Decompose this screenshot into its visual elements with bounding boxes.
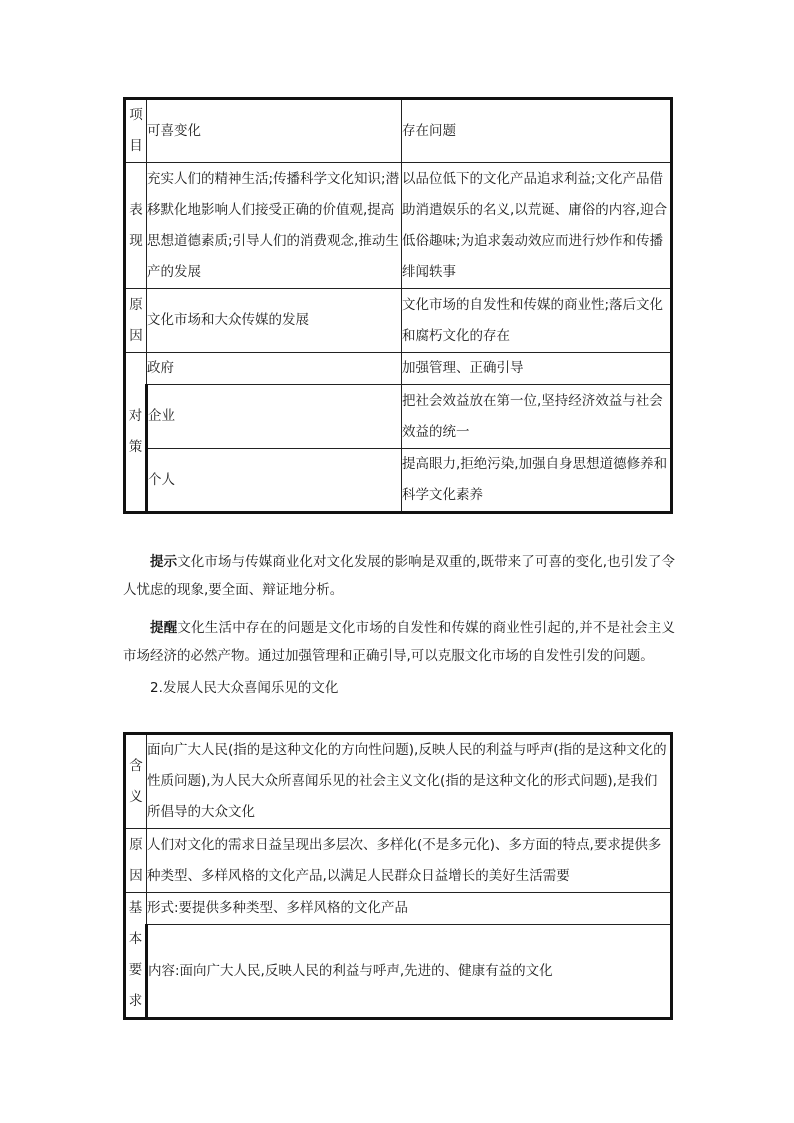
measure-what-individual: 提高眼力,拒绝污染,加强自身思想道德修养和科学文化素养 (402, 449, 672, 513)
header-item-label: 项目 (129, 107, 143, 154)
row-head-reason: 原因 (125, 829, 147, 893)
row-head-measures: 对策 (125, 353, 147, 513)
meaning-text: 面向广大人民(指的是这种文化的方向性问题),反映人民的利益与呼声(指的是这种文化的性质问题),为人民大众所喜闻乐见的社会主义文化(指的是这种文化的形式问题),是我们所倡导的大众文化 (147, 734, 672, 829)
table-row (125, 385, 672, 449)
hint-text: 文化市场与传媒商业化对文化发展的影响是双重的,既带来了可喜的变化,也引发了令人忧虑的现象,要全面、辩证地分析。 (123, 554, 676, 598)
row-head-performance: 表现 (125, 163, 147, 289)
row-head-basic-requirements: 基本要求 (125, 893, 147, 1019)
table-row (125, 353, 672, 385)
row-head-cause: 原因 (125, 289, 147, 353)
table-row (125, 925, 672, 1019)
measure-who-government: 政府 (147, 353, 402, 385)
basic-content-text: 内容:面向广大人民,反映人民的利益与呼声,先进的、健康有益的文化 (147, 925, 672, 1019)
reason-text: 人们对文化的需求日益呈现出多层次、多样化(不是多元化)、多方面的特点,要求提供多种类型、多样风格的文化产品,以满足人民群众日益增长的美好生活需要 (147, 829, 672, 893)
problem-performance: 以品位低下的文化产品追求利益;文化产品借助消遣娱乐的名义,以荒诞、庸俗的内容,迎合低俗趣味;为追求轰动效应而进行炒作和传播绯闻轶事 (402, 163, 672, 289)
row-head-meaning: 含义 (125, 734, 147, 829)
hint-label: 提示 (150, 554, 178, 570)
remind-paragraph (123, 614, 675, 670)
table-header-row (125, 99, 672, 163)
culture-change-table (123, 97, 673, 514)
basic-form-text: 形式:要提供多种类型、多样风格的文化产品 (147, 893, 672, 925)
good-change-cause: 文化市场和大众传媒的发展 (147, 289, 402, 353)
measure-who-enterprise: 企业 (147, 385, 402, 449)
table-row (125, 893, 672, 925)
header-problem-cell: 存在问题 (402, 99, 672, 163)
popular-culture-table (123, 732, 673, 1020)
table-row (125, 734, 672, 829)
remind-label: 提醒 (150, 620, 178, 636)
measure-what-government: 加强管理、正确引导 (402, 353, 672, 385)
table-row (125, 163, 672, 289)
good-change-performance: 充实人们的精神生活;传播科学文化知识;潜移默化地影响人们接受正确的价值观,提高思想道德素质;引导人们的消费观念,推动生产的发展 (147, 163, 402, 289)
hint-paragraph (123, 548, 675, 604)
remind-text: 文化生活中存在的问题是文化市场的自发性和传媒的商业性引起的,并不是社会主义市场经济的必然产物。通过加强管理和正确引导,可以克服文化市场的自发性引发的问题。 (123, 620, 675, 664)
section-2-title: 2.发展人民大众喜闻乐见的文化 (150, 680, 339, 696)
measure-what-enterprise: 把社会效益放在第一位,坚持经济效益与社会效益的统一 (402, 385, 672, 449)
table-row (125, 449, 672, 513)
table-row (125, 289, 672, 353)
table-row (125, 829, 672, 893)
problem-cause: 文化市场的自发性和传媒的商业性;落后文化和腐朽文化的存在 (402, 289, 672, 353)
measure-who-individual: 个人 (147, 449, 402, 513)
header-good-cell: 可喜变化 (147, 99, 402, 163)
header-item-cell (125, 99, 147, 163)
